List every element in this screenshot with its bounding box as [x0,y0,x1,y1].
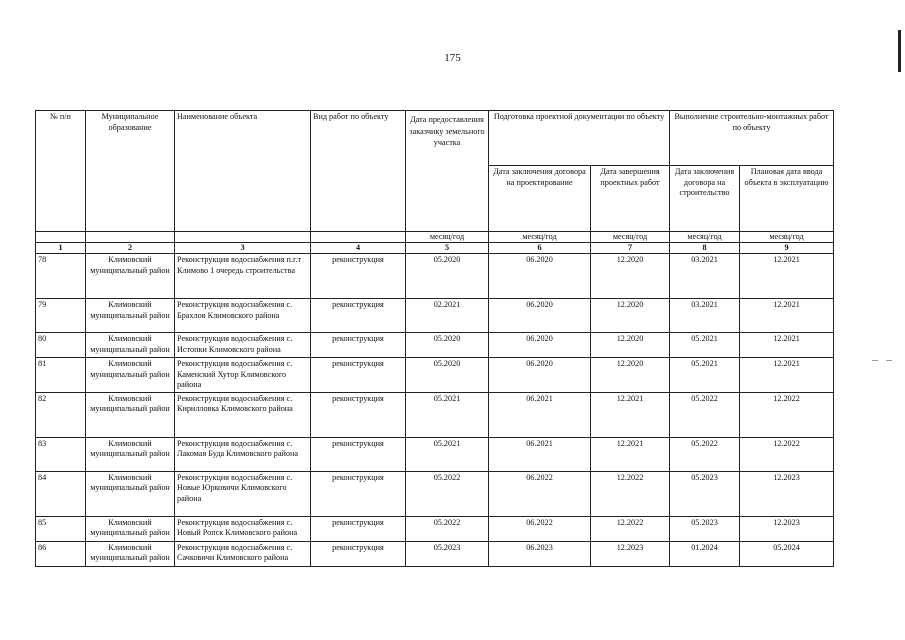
design-end-date-cell: 12.2023 [591,541,670,566]
header-construction-group: Выполнение строительно-монтажных работ по объекту [670,111,834,166]
object-name-cell: Реконструкция водоснабжения п.г.т Климово 1 очередь строительства [175,254,311,299]
object-name-cell: Реконструкция водоснабжения с. Брахлов Климовского района [175,299,311,333]
object-name-cell: Реконструкция водоснабжения с. Новый Ропск Климовского района [175,516,311,541]
unit-cell [86,232,175,243]
unit-cell: месяц/год [670,232,740,243]
header-land-date: Дата предоставления заказчику земельного участка [406,111,489,232]
design-contract-date-cell: 06.2021 [489,392,591,437]
table-row [36,333,834,358]
column-number: 9 [740,243,834,254]
design-contract-date-cell: 06.2020 [489,254,591,299]
row-number-cell: 84 [36,471,86,516]
scan-artifact-mark [886,360,892,361]
design-contract-date-cell: 06.2023 [489,541,591,566]
commissioning-date-cell: 12.2021 [740,358,834,393]
column-number: 8 [670,243,740,254]
column-number: 5 [406,243,489,254]
commissioning-date-cell: 12.2022 [740,437,834,471]
column-number: 4 [311,243,406,254]
build-contract-date-cell: 05.2021 [670,358,740,393]
work-type-cell: реконструкция [311,516,406,541]
header-number: № п/п [36,111,86,232]
column-number: 7 [591,243,670,254]
row-number-cell: 82 [36,392,86,437]
work-type-cell: реконструкция [311,299,406,333]
commissioning-date-cell: 12.2021 [740,333,834,358]
land-date-cell: 05.2020 [406,333,489,358]
build-contract-date-cell: 05.2022 [670,437,740,471]
table-row [36,516,834,541]
municipality-cell: Климовский муниципальный район [86,437,175,471]
unit-cell [175,232,311,243]
table-row [36,358,834,393]
row-number-cell: 81 [36,358,86,393]
design-contract-date-cell: 06.2020 [489,333,591,358]
table-row [36,541,834,566]
table-row [36,254,834,299]
land-date-cell: 05.2020 [406,254,489,299]
design-end-date-cell: 12.2022 [591,516,670,541]
commissioning-date-cell: 12.2023 [740,471,834,516]
unit-cell: месяц/год [406,232,489,243]
municipality-cell: Климовский муниципальный район [86,471,175,516]
commissioning-date-cell: 05.2024 [740,541,834,566]
build-contract-date-cell: 03.2021 [670,299,740,333]
design-end-date-cell: 12.2021 [591,392,670,437]
municipality-cell: Климовский муниципальный район [86,516,175,541]
design-end-date-cell: 12.2020 [591,299,670,333]
column-number: 1 [36,243,86,254]
municipality-cell: Климовский муниципальный район [86,392,175,437]
header-municipality: Муниципальное образование [86,111,175,232]
table-row [36,392,834,437]
land-date-cell: 05.2022 [406,471,489,516]
unit-cell: месяц/год [591,232,670,243]
table-row [36,437,834,471]
header-design-contract-date: Дата заключения договора на проектирование [489,166,591,232]
land-date-cell: 05.2021 [406,437,489,471]
municipality-cell: Климовский муниципальный район [86,299,175,333]
build-contract-date-cell: 01.2024 [670,541,740,566]
row-number-cell: 78 [36,254,86,299]
object-name-cell: Реконструкция водоснабжения с. Истопки Климовского района [175,333,311,358]
build-contract-date-cell: 05.2023 [670,471,740,516]
build-contract-date-cell: 05.2022 [670,392,740,437]
build-contract-date-cell: 05.2021 [670,333,740,358]
land-date-cell: 05.2021 [406,392,489,437]
work-type-cell: реконструкция [311,471,406,516]
work-type-cell: реконструкция [311,437,406,471]
commissioning-date-cell: 12.2021 [740,254,834,299]
design-contract-date-cell: 06.2020 [489,299,591,333]
object-name-cell: Реконструкция водоснабжения с. Новые Юрковичи Климовского района [175,471,311,516]
page-number: 175 [444,52,461,64]
row-number-cell: 83 [36,437,86,471]
scan-artifact-mark [872,360,878,361]
work-type-cell: реконструкция [311,358,406,393]
header-build-contract-date: Дата заключения договора на строительство [670,166,740,232]
scan-edge-mark [898,30,901,72]
municipality-cell: Климовский муниципальный район [86,358,175,393]
object-name-cell: Реконструкция водоснабжения с. Кирилловка Климовского района [175,392,311,437]
column-number: 3 [175,243,311,254]
unit-cell [36,232,86,243]
design-end-date-cell: 12.2020 [591,333,670,358]
header-design-group: Подготовка проектной документации по объекту [489,111,670,166]
construction-schedule-table [35,110,834,567]
header-work-type: Вид работ по объекту [311,111,406,232]
work-type-cell: реконструкция [311,333,406,358]
municipality-cell: Климовский муниципальный район [86,541,175,566]
build-contract-date-cell: 03.2021 [670,254,740,299]
unit-cell: месяц/год [740,232,834,243]
header-commissioning-date: Плановая дата ввода объекта в эксплуатацию [740,166,834,232]
header-design-end-date: Дата завершения проектных работ [591,166,670,232]
design-end-date-cell: 12.2020 [591,358,670,393]
row-number-cell: 85 [36,516,86,541]
land-date-cell: 05.2023 [406,541,489,566]
commissioning-date-cell: 12.2023 [740,516,834,541]
land-date-cell: 05.2022 [406,516,489,541]
work-type-cell: реконструкция [311,392,406,437]
row-number-cell: 79 [36,299,86,333]
municipality-cell: Климовский муниципальный район [86,254,175,299]
object-name-cell: Реконструкция водоснабжения с. Каменский Хутор Климовского района [175,358,311,393]
land-date-cell: 05.2020 [406,358,489,393]
object-name-cell: Реконструкция водоснабжения с. Сачковичи Климовского района [175,541,311,566]
work-type-cell: реконструкция [311,541,406,566]
table-row [36,471,834,516]
build-contract-date-cell: 05.2023 [670,516,740,541]
design-end-date-cell: 12.2021 [591,437,670,471]
row-number-cell: 80 [36,333,86,358]
commissioning-date-cell: 12.2022 [740,392,834,437]
table-row [36,299,834,333]
design-end-date-cell: 12.2020 [591,254,670,299]
unit-cell: месяц/год [489,232,591,243]
design-contract-date-cell: 06.2020 [489,358,591,393]
design-contract-date-cell: 06.2022 [489,516,591,541]
header-object-name: Наименование объекта [175,111,311,232]
column-number: 6 [489,243,591,254]
unit-cell [311,232,406,243]
municipality-cell: Климовский муниципальный район [86,333,175,358]
land-date-cell: 02.2021 [406,299,489,333]
design-end-date-cell: 12.2022 [591,471,670,516]
design-contract-date-cell: 06.2021 [489,437,591,471]
commissioning-date-cell: 12.2021 [740,299,834,333]
object-name-cell: Реконструкция водоснабжения с. Лакомая Буда Климовского района [175,437,311,471]
row-number-cell: 86 [36,541,86,566]
column-number: 2 [86,243,175,254]
design-contract-date-cell: 06.2022 [489,471,591,516]
work-type-cell: реконструкция [311,254,406,299]
